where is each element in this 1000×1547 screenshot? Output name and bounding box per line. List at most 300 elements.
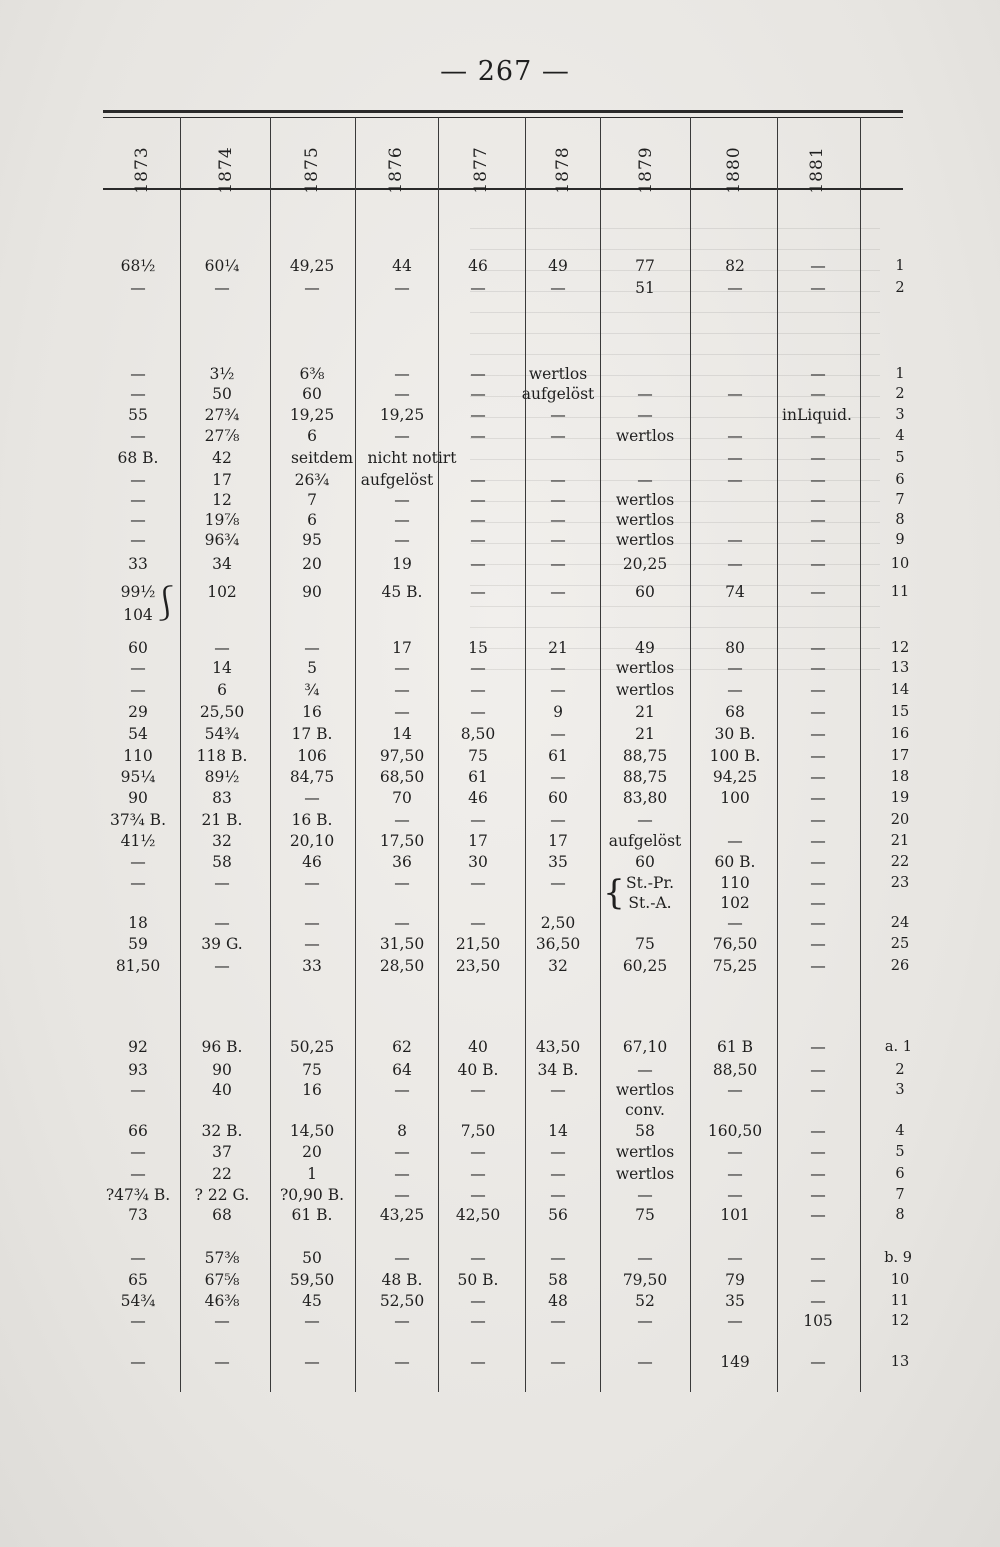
table-cell: —: [214, 639, 230, 657]
table-cell: —: [810, 1353, 826, 1371]
table-cell: —: [130, 853, 146, 871]
table-cell: —: [214, 914, 230, 932]
table-cell: aufgelöst: [521, 385, 595, 403]
year-header: 1876: [386, 146, 406, 194]
table-cell: —: [130, 385, 146, 403]
table-cell: 64: [392, 1061, 412, 1079]
row-number: 24: [890, 915, 910, 931]
table-cell: —: [130, 531, 146, 549]
table-cell: —: [810, 427, 826, 445]
table-cell: —: [727, 427, 743, 445]
table-cell: —: [810, 1081, 826, 1099]
table-cell: 76,50: [712, 935, 758, 953]
table-cell: —: [394, 531, 410, 549]
table-cell: —: [470, 1292, 486, 1310]
table-cell: 32: [548, 957, 568, 975]
row-number: 6: [895, 472, 905, 488]
table-cell: 90: [128, 789, 148, 807]
table-cell: 110: [123, 747, 153, 765]
table-cell: —: [130, 659, 146, 677]
table-cell: 12: [212, 491, 232, 509]
table-cell: —: [550, 659, 566, 677]
table-cell: —: [470, 555, 486, 573]
row-number: 5: [895, 1144, 905, 1160]
year-header: 1881: [807, 146, 827, 194]
table-cell: 8,50: [460, 725, 496, 743]
row-number: 4: [895, 1123, 905, 1139]
table-cell: —: [470, 681, 486, 699]
table-cell: —: [810, 853, 826, 871]
table-cell: —: [470, 1353, 486, 1371]
table-cell: wertlos: [615, 681, 675, 699]
row-number: 13: [890, 660, 910, 676]
table-cell: 29: [128, 703, 148, 721]
table-cell: 23,50: [455, 957, 501, 975]
table-cell: 32 B.: [201, 1122, 243, 1140]
table-cell: 49,25: [289, 257, 335, 275]
table-cell: wertlos: [615, 1081, 675, 1099]
table-cell: —: [130, 681, 146, 699]
table-cell: —: [394, 1143, 410, 1161]
table-cell: —: [727, 914, 743, 932]
table-cell: —: [810, 1292, 826, 1310]
table-cell: 43,25: [379, 1206, 425, 1224]
row-number: b. 9: [884, 1250, 912, 1266]
table-cell: —: [810, 1206, 826, 1224]
table-cell: 88,75: [622, 768, 668, 786]
row-number: 16: [890, 726, 910, 742]
table-cell: —: [550, 1353, 566, 1371]
table-cell: 14: [392, 725, 412, 743]
table-cell: —: [470, 874, 486, 892]
table-cell: —: [727, 555, 743, 573]
table-cell: 31,50: [379, 935, 425, 953]
table-cell: 30: [468, 853, 488, 871]
table-cell: 17: [392, 639, 412, 657]
table-cell: 100: [720, 789, 750, 807]
table-cell: 160,50: [707, 1122, 763, 1140]
table-cell: 67⅝: [204, 1271, 240, 1289]
table-cell: 34 B.: [537, 1061, 579, 1079]
table-cell: —: [637, 406, 653, 424]
table-cell: wertlos: [615, 659, 675, 677]
table-cell: —: [130, 1165, 146, 1183]
table-cell: —: [727, 1081, 743, 1099]
table-cell: 43,50: [535, 1038, 581, 1056]
table-cell: inLiquid.: [782, 406, 852, 424]
row-number: 1: [895, 258, 905, 274]
row-number: 7: [895, 492, 905, 508]
table-cell: 97,50: [379, 747, 425, 765]
table-cell: 46: [302, 853, 322, 871]
table-cell: ?0,90 B.: [279, 1186, 345, 1204]
table-cell: 26¾: [294, 471, 330, 489]
row-number: 26: [890, 958, 910, 974]
table-cell: wertlos: [615, 531, 675, 549]
table-cell: 16: [302, 1081, 322, 1099]
row-number: 18: [890, 769, 910, 785]
row-number: 13: [890, 1354, 910, 1370]
page-number: — 267 —: [440, 56, 570, 87]
row-number: 1: [895, 366, 905, 382]
table-cell: 73: [128, 1206, 148, 1224]
brace: ⎰: [149, 584, 183, 624]
table-cell: 8: [397, 1122, 407, 1140]
table-cell: 52,50: [379, 1292, 425, 1310]
table-cell: 79,50: [622, 1271, 668, 1289]
table-cell: 54: [128, 725, 148, 743]
table-cell: —: [810, 555, 826, 573]
table-cell: —: [810, 449, 826, 467]
table-cell: —: [550, 1143, 566, 1161]
table-cell: —: [214, 1353, 230, 1371]
table-cell: 95: [302, 531, 322, 549]
row-number: 12: [890, 1313, 910, 1329]
row-number: 9: [895, 532, 905, 548]
table-cell: —: [214, 874, 230, 892]
table-cell: 19: [392, 555, 412, 573]
table-cell: —: [470, 1165, 486, 1183]
row-number: 5: [895, 450, 905, 466]
table-cell: conv.: [625, 1101, 665, 1119]
table-cell: 58: [635, 1122, 655, 1140]
table-cell: —: [810, 725, 826, 743]
table-cell: 9: [553, 703, 563, 721]
table-cell: —: [304, 935, 320, 953]
table-cell: 96 B.: [201, 1038, 243, 1056]
table-cell: 100 B.: [709, 747, 761, 765]
table-cell: —: [810, 257, 826, 275]
table-cell: 75,25: [712, 957, 758, 975]
table-cell: —: [727, 1312, 743, 1330]
row-number: 15: [890, 704, 910, 720]
table-cell: 17: [468, 832, 488, 850]
row-number: 14: [890, 682, 910, 698]
table-cell: 67,10: [622, 1038, 668, 1056]
table-cell: 48 B.: [381, 1271, 423, 1289]
table-cell: 84,75: [289, 768, 335, 786]
row-number: 17: [890, 748, 910, 764]
table-cell: 60: [635, 583, 655, 601]
table-cell: —: [550, 427, 566, 445]
table-cell: 37: [212, 1143, 232, 1161]
row-number: 2: [895, 386, 905, 402]
table-cell: —: [810, 874, 826, 892]
table-cell: —: [550, 874, 566, 892]
table-cell: —: [550, 1081, 566, 1099]
row-number: a. 1: [884, 1039, 912, 1055]
table-cell: 89½: [204, 768, 240, 786]
row-number: 25: [890, 936, 910, 952]
table-cell: —: [394, 1353, 410, 1371]
table-cell: —: [470, 1312, 486, 1330]
table-cell: 66: [128, 1122, 148, 1140]
table-cell: 1: [307, 1165, 317, 1183]
row-number: 23: [890, 875, 910, 891]
table-cell: —: [394, 1081, 410, 1099]
table-cell: —: [130, 365, 146, 383]
table-cell: —: [727, 449, 743, 467]
table-cell: aufgelöst: [608, 832, 682, 850]
table-cell: —: [470, 1186, 486, 1204]
table-cell: —: [130, 1143, 146, 1161]
table-cell: 61: [468, 768, 488, 786]
table-cell: 83: [212, 789, 232, 807]
table-cell: —: [810, 491, 826, 509]
table-cell: —: [304, 639, 320, 657]
table-cell: 92: [128, 1038, 148, 1056]
table-cell: —: [470, 531, 486, 549]
table-cell: ¾: [304, 681, 320, 699]
table-cell: 50: [212, 385, 232, 403]
table-cell: 36: [392, 853, 412, 871]
table-cell: —: [394, 279, 410, 297]
row-number: 2: [895, 280, 905, 296]
table-cell: 19,25: [289, 406, 335, 424]
table-cell: 56: [548, 1206, 568, 1224]
table-cell: 46: [468, 789, 488, 807]
table-cell: 54¾: [120, 1292, 156, 1310]
table-cell: 106: [297, 747, 327, 765]
table-cell: —: [810, 832, 826, 850]
table-cell: —: [470, 427, 486, 445]
table-cell: —: [810, 1061, 826, 1079]
table-cell: 17: [212, 471, 232, 489]
table-cell: wertlos: [528, 365, 588, 383]
table-cell: 60: [128, 639, 148, 657]
table-cell: —: [130, 491, 146, 509]
table-cell: —: [810, 935, 826, 953]
table-cell: —: [394, 681, 410, 699]
table-cell: 75: [635, 1206, 655, 1224]
table-cell: 42,50: [455, 1206, 501, 1224]
table-cell: —: [810, 659, 826, 677]
table-cell: —: [550, 725, 566, 743]
table-cell: —: [304, 279, 320, 297]
table-cell: —: [394, 385, 410, 403]
table-cell: 3½: [209, 365, 235, 383]
table-cell: —: [810, 531, 826, 549]
table-cell: 70: [392, 789, 412, 807]
table-cell: —: [470, 583, 486, 601]
table-cell: 19⅞: [204, 511, 240, 529]
table-cell: 6⅜: [299, 365, 325, 383]
table-cell: 102: [720, 894, 750, 912]
brace: {: [603, 873, 625, 913]
table-cell: 60¼: [204, 257, 240, 275]
table-cell: 39 G.: [201, 935, 243, 953]
table-cell: 44: [392, 257, 412, 275]
table-cell: 101: [720, 1206, 750, 1224]
table-cell: —: [727, 1143, 743, 1161]
year-header: 1875: [302, 146, 322, 194]
table-cell: —: [304, 789, 320, 807]
table-cell: 33: [302, 957, 322, 975]
table-cell: —: [810, 1186, 826, 1204]
table-cell: —: [810, 703, 826, 721]
row-number: 22: [890, 854, 910, 870]
table-cell: —: [550, 531, 566, 549]
table-cell: 68,50: [379, 768, 425, 786]
table-cell: 62: [392, 1038, 412, 1056]
table-cell: —: [214, 957, 230, 975]
table-cell: —: [727, 385, 743, 403]
table-cell: —: [470, 365, 486, 383]
table-cell: —: [130, 1353, 146, 1371]
table-cell: wertlos: [615, 1143, 675, 1161]
table-cell: —: [727, 471, 743, 489]
table-cell: 21: [635, 703, 655, 721]
table-cell: 20,10: [289, 832, 335, 850]
table-cell: 82: [725, 257, 745, 275]
table-cell: wertlos: [615, 1165, 675, 1183]
table-cell: —: [130, 1081, 146, 1099]
table-cell: —: [550, 1249, 566, 1267]
table-cell: —: [550, 471, 566, 489]
row-number: 10: [890, 556, 910, 572]
table-cell: 75: [635, 935, 655, 953]
table-cell: wertlos: [615, 511, 675, 529]
table-cell: —: [130, 471, 146, 489]
table-cell: 79: [725, 1271, 745, 1289]
row-number: 8: [895, 512, 905, 528]
table-cell: 34: [212, 555, 232, 573]
table-cell: —: [394, 1249, 410, 1267]
table-cell: —: [550, 1312, 566, 1330]
table-cell: 90: [302, 583, 322, 601]
table-cell: 60 B.: [714, 853, 756, 871]
table-cell: 75: [302, 1061, 322, 1079]
table-cell: —: [470, 1143, 486, 1161]
table-cell: —: [394, 874, 410, 892]
table-cell: 40: [468, 1038, 488, 1056]
table-cell: 21 B.: [201, 811, 243, 829]
table-cell: —: [130, 511, 146, 529]
table-cell: 83,80: [622, 789, 668, 807]
table-cell: 6: [307, 427, 317, 445]
table-cell: 52: [635, 1292, 655, 1310]
table-cell: —: [727, 681, 743, 699]
table-cell: 80: [725, 639, 745, 657]
table-cell: 42: [212, 449, 232, 467]
table-cell: 61: [548, 747, 568, 765]
table-cell: 60: [302, 385, 322, 403]
table-cell: —: [470, 511, 486, 529]
table-cell: 45 B.: [381, 583, 423, 601]
table-cell: —: [810, 681, 826, 699]
row-number: 19: [890, 790, 910, 806]
table-cell: —: [470, 279, 486, 297]
table-cell: 41½: [120, 832, 156, 850]
table-cell: 16: [302, 703, 322, 721]
table-cell: wertlos: [615, 427, 675, 445]
table-cell: 6: [217, 681, 227, 699]
row-number: 3: [895, 407, 905, 423]
table-cell: —: [810, 639, 826, 657]
table-cell: 99½: [120, 583, 156, 601]
table-cell: —: [550, 768, 566, 786]
table-cell: 88,50: [712, 1061, 758, 1079]
table-cell: 14: [548, 1122, 568, 1140]
table-cell: —: [470, 385, 486, 403]
table-cell: —: [394, 1312, 410, 1330]
table-cell: 30 B.: [714, 725, 756, 743]
table-cell: 37¾ B.: [110, 811, 166, 829]
row-number: 3: [895, 1082, 905, 1098]
table-cell: wertlos: [615, 491, 675, 509]
table-cell: —: [810, 1143, 826, 1161]
year-header: 1877: [471, 146, 491, 194]
table-cell: —: [810, 1122, 826, 1140]
table-cell: —: [727, 1165, 743, 1183]
table-cell: 81,50: [115, 957, 161, 975]
table-cell: 27⅞: [204, 427, 240, 445]
table-cell: —: [810, 511, 826, 529]
table-cell: 20: [302, 555, 322, 573]
table-cell: —: [637, 811, 653, 829]
table-cell: 20,25: [622, 555, 668, 573]
table-cell: —: [470, 1081, 486, 1099]
table-cell: 54¾: [204, 725, 240, 743]
table-cell: 49: [548, 257, 568, 275]
table-cell: 50 B.: [457, 1271, 499, 1289]
table-cell: 59,50: [289, 1271, 335, 1289]
table-cell: 33: [128, 555, 148, 573]
row-number: 4: [895, 428, 905, 444]
table-cell: 105: [803, 1312, 833, 1330]
table-cell: 46⅜: [204, 1292, 240, 1310]
row-number: 21: [890, 833, 910, 849]
table-cell: —: [550, 491, 566, 509]
table-cell: 51: [635, 279, 655, 297]
table-cell: aufgelöst: [360, 471, 434, 489]
table-cell: 60: [635, 853, 655, 871]
table-cell: —: [550, 279, 566, 297]
table-cell: St.-Pr.: [625, 874, 675, 892]
table-cell: —: [550, 1165, 566, 1183]
table-cell: 104: [123, 606, 153, 624]
table-cell: 88,75: [622, 747, 668, 765]
table-cell: —: [550, 811, 566, 829]
table-cell: 28,50: [379, 957, 425, 975]
table-cell: 45: [302, 1292, 322, 1310]
table-cell: 15: [468, 639, 488, 657]
table-cell: —: [810, 789, 826, 807]
table-cell: —: [470, 406, 486, 424]
table-cell: —: [810, 1271, 826, 1289]
table-cell: —: [810, 1165, 826, 1183]
table-cell: 35: [548, 853, 568, 871]
table-cell: —: [304, 1353, 320, 1371]
table-cell: 61 B: [716, 1038, 754, 1056]
table-cell: 21: [548, 639, 568, 657]
table-cell: —: [637, 1061, 653, 1079]
year-header: 1874: [216, 146, 236, 194]
table-cell: —: [394, 1165, 410, 1183]
table-cell: —: [810, 471, 826, 489]
table-cell: 18: [128, 914, 148, 932]
table-cell: seitdem: [290, 449, 354, 467]
table-cell: 95¼: [120, 768, 156, 786]
table-cell: —: [810, 279, 826, 297]
table-cell: —: [470, 703, 486, 721]
table-cell: nicht notirt: [367, 449, 457, 467]
table-cell: 32: [212, 832, 232, 850]
table-cell: —: [394, 703, 410, 721]
table-cell: —: [394, 811, 410, 829]
table-cell: —: [550, 681, 566, 699]
table-cell: 77: [635, 257, 655, 275]
